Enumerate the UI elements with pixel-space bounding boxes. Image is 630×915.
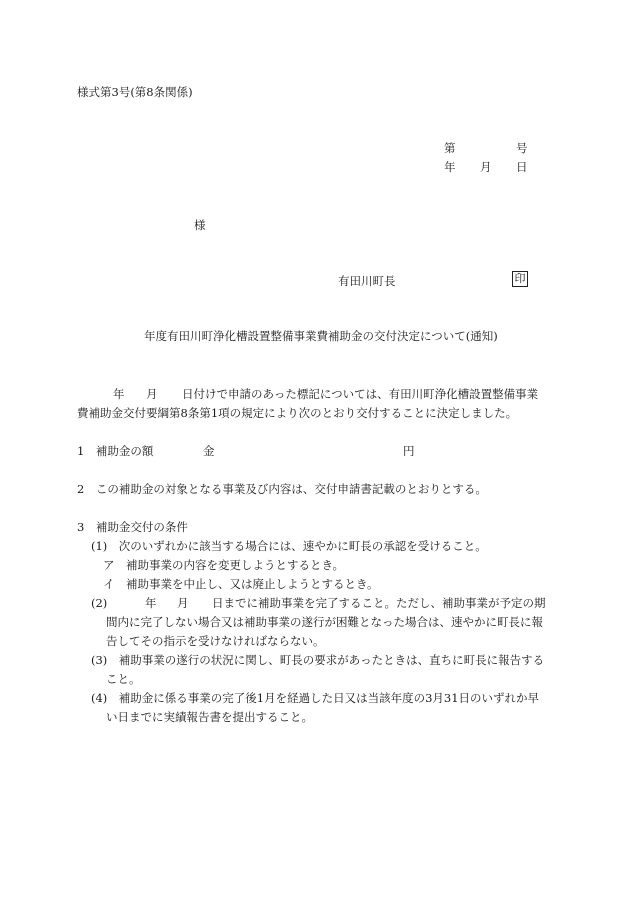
body-line2: 費補助金交付要綱第8条第1項の規定により次のとおり交付することに決定しました。 [77,406,518,420]
date-day-label: 日 [516,160,528,174]
condition-4-line1: (4) 補助金に係る事業の完了後1月を経過した日又は当該年度の3月31日のいずれか早 [91,691,540,705]
condition-2-line3: 告してその指示を受けなければならない。 [106,634,325,648]
recipient-suffix: 様 [194,218,206,232]
item3-heading: 3 補助金交付の条件 [77,520,188,534]
form-label: 様式第3号(第8条関係) [77,85,193,99]
body-month-label: 月 [146,387,158,401]
condition-3-line2: こと。 [106,672,141,686]
condition-2-line2: 間内に完了しない場合又は補助事業の遂行が困難となった場合は、速やかに町長に報 [106,615,543,629]
number-suffix: 号 [516,141,528,155]
document-title: 年度有田川町浄化槽設置整備事業費補助金の交付決定について(通知) [144,329,498,343]
issuer-name: 有田川町長 [338,274,396,288]
date-year-label: 年 [444,160,456,174]
date-month-label: 月 [480,160,492,174]
condition-2-number: (2) [91,596,108,610]
seal-mark: 印 [512,271,528,287]
condition-2-year-label: 年 [145,596,157,610]
body-year-label: 年 [113,387,125,401]
condition-2-month-label: 月 [177,596,189,610]
item1-money-unit: 円 [403,444,415,458]
item-2: 2 この補助金の対象となる事業及び内容は、交付申請書記載のとおりとする。 [77,482,487,496]
item1-money-prefix: 金 [203,444,215,458]
item1-label: 1 補助金の額 [77,444,154,458]
condition-1a: ア 補助事業の内容を変更しようとするとき。 [103,558,345,572]
number-prefix: 第 [444,141,456,155]
condition-4-line2: い日までに実績報告書を提出すること。 [106,710,313,724]
condition-2-line1: 日までに補助事業を完了すること。ただし、補助事業が予定の期 [212,596,546,610]
condition-3-line1: (3) 補助事業の遂行の状況に関し、町長の要求があったときは、直ちに町長に報告する [91,653,545,667]
condition-1b: イ 補助事業を中止し、又は廃止しようとするとき。 [103,577,379,591]
body-line1: 日付けで申請のあった標記については、有田川町浄化槽設置整備事業 [182,387,539,401]
condition-1: (1) 次のいずれかに該当する場合には、速やかに町長の承認を受けること。 [91,539,487,553]
